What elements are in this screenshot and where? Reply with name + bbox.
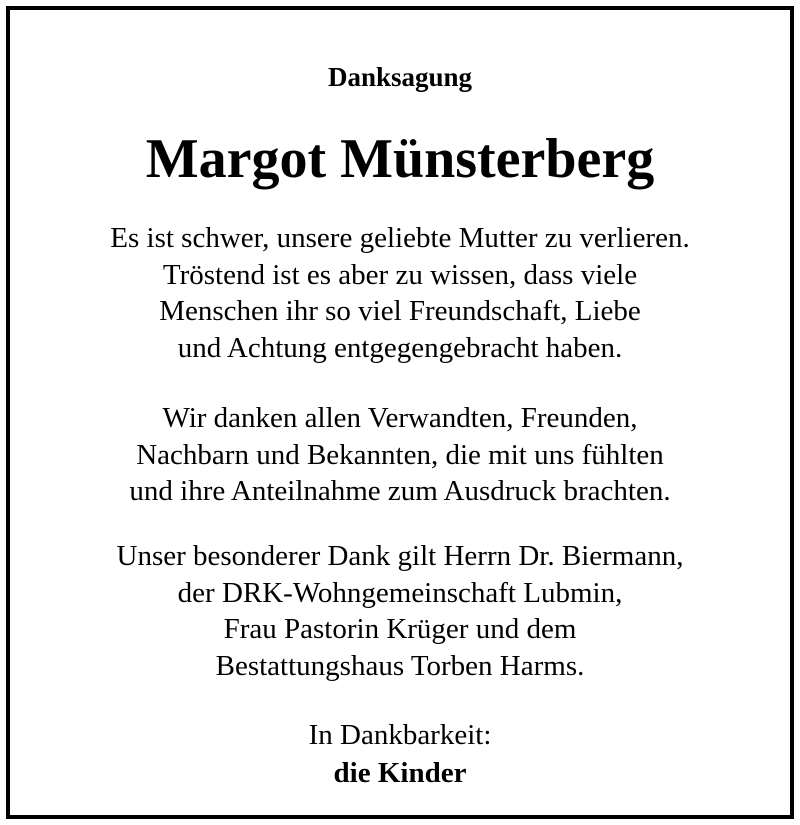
paragraph-line: Frau Pastorin Krüger und dem: [223, 613, 577, 645]
paragraph-line: Unser besonderer Dank gilt Herrn Dr. Biermann,: [116, 540, 684, 572]
paragraph-line: und ihre Anteilnahme zum Ausdruck brachten.: [129, 475, 671, 507]
paragraph-line: und Achtung entgegengebracht haben.: [177, 331, 623, 364]
paragraph-line: Wir danken allen Verwandten, Freunden,: [162, 402, 638, 434]
paragraph-line: Tröstend ist es aber zu wissen, dass viele: [162, 258, 638, 291]
notice-border: [6, 6, 794, 819]
paragraph-2: [10, 400, 790, 510]
signature: die Kinder: [333, 757, 467, 789]
paragraph-line: Es ist schwer, unsere geliebte Mutter zu verlieren.: [110, 222, 690, 254]
notice-heading: Danksagung: [327, 62, 473, 92]
paragraph-line: der DRK-Wohngemeinschaft Lubmin,: [177, 576, 623, 609]
closing-line: In Dankbarkeit:: [308, 719, 492, 751]
paragraph-line: Nachbarn und Bekannten, die mit uns fühlten: [136, 438, 664, 471]
closing: [10, 716, 790, 792]
paragraph-line: Bestattungshaus Torben Harms.: [215, 649, 585, 682]
paragraph-1: [10, 220, 790, 366]
paragraph-3: [10, 538, 790, 684]
paragraph-line: Menschen ihr so viel Freundschaft, Liebe: [159, 295, 641, 327]
deceased-name: Margot Münsterberg: [145, 128, 655, 190]
